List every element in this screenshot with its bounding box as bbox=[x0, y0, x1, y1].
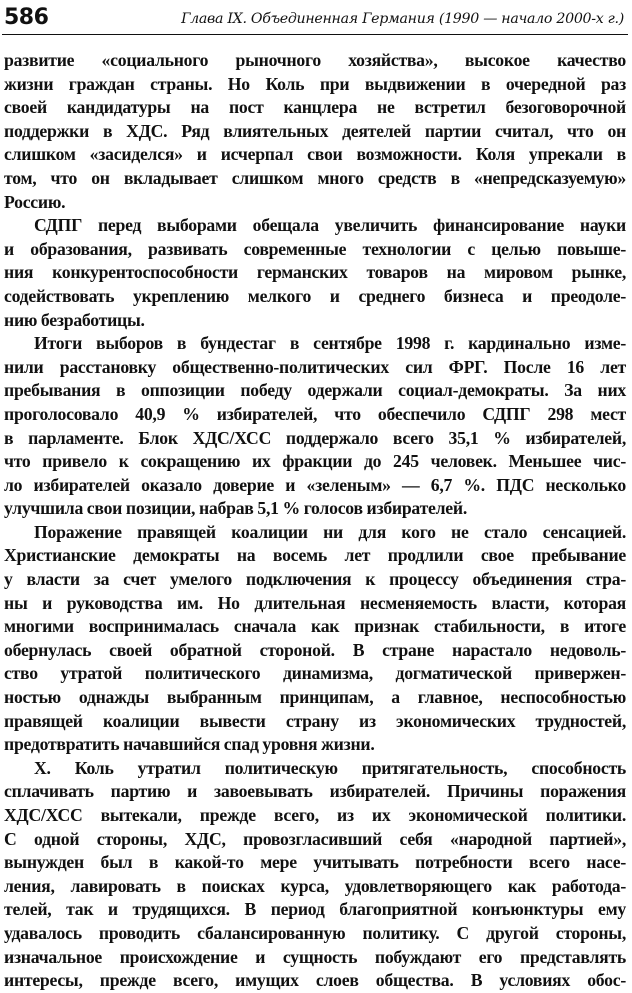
text-line: многими воспринималась сначала как признак стабильности, в итоге bbox=[4, 616, 626, 637]
text-line: изначальное происхождение и сущность побуждают его представлять bbox=[4, 946, 626, 967]
text-line: нили расстановку общественно-политических сил ФРГ. После 16 лет bbox=[4, 356, 626, 377]
page-number: 586 bbox=[4, 5, 49, 30]
text-line: СДПГ перед выборами обещала увеличить финансирование науки bbox=[34, 215, 626, 236]
text-line: жизни граждан страны. Но Коль при выдвижении в очередной раз bbox=[4, 73, 626, 94]
text-line: С одной стороны, ХДС, провозгласивший себя «народной партией», bbox=[4, 828, 626, 849]
text-line: у власти за счет умелого подключения к процессу объединения стра- bbox=[4, 569, 626, 590]
running-head: Глава IX. Объединенная Германия (1990 — начало 2000-х г.) bbox=[181, 11, 624, 27]
text-line: развитие «социального рыночного хозяйства», высокое качество bbox=[4, 50, 626, 70]
paragraph bbox=[4, 332, 626, 521]
text-line: ны и руководства им. Но длительная несменяемость власти, которая bbox=[4, 592, 626, 613]
text-line: обернулась своей обратной стороной. В стране нарастало недоволь- bbox=[4, 639, 626, 660]
body-text bbox=[4, 49, 626, 993]
text-line: ния конкурентоспособности германских товаров на мировом рынке, bbox=[4, 262, 626, 283]
text-line: пребывания в оппозиции победу одержали социал-демократы. За них bbox=[4, 380, 626, 401]
text-line: Россию. bbox=[4, 191, 66, 212]
text-line: улучшила свои позиции, набрав 5,1 % голосов избирателей. bbox=[4, 498, 467, 519]
text-line: что привело к сокращению их фракции до 245 человек. Меньшее чис- bbox=[4, 451, 626, 472]
text-line: своей кандидатуры на пост канцлера не встретил безоговорочной bbox=[4, 97, 626, 118]
text-line: содействовать укреплению мелкого и среднего бизнеса и преодоле- bbox=[4, 285, 626, 306]
text-line: ления, лавировать в поисках курса, удовлетворяющего как работода- bbox=[4, 875, 626, 896]
text-line: предотвратить начавшийся спад уровня жизни. bbox=[4, 734, 375, 755]
paragraph bbox=[4, 757, 626, 993]
text-line: ностью однажды выбранным принципам, а главное, неспособностью bbox=[4, 687, 626, 708]
text-line: правящей коалиции вывести страну из экономических трудностей, bbox=[4, 710, 626, 731]
text-line: сплачивать партию и завоевывать избирателей. Причины поражения bbox=[4, 781, 626, 802]
paragraph bbox=[4, 49, 626, 214]
text-line: Х. Коль утратил политическую притягательность, способность bbox=[34, 757, 626, 778]
paragraph bbox=[4, 521, 626, 757]
text-line: вынужден был в какой-то мере учитывать потребности всего насе- bbox=[4, 852, 626, 873]
text-line: ство утратой политического динамизма, догматической привержен- bbox=[4, 663, 626, 684]
paragraph bbox=[4, 214, 626, 332]
text-line: и образования, развивать современные технологии с целью повыше- bbox=[4, 238, 626, 259]
page-header bbox=[2, 4, 628, 35]
text-line: Поражение правящей коалиции ни для кого не стало сенсацией. bbox=[34, 521, 626, 542]
text-line: нию безработицы. bbox=[4, 309, 145, 330]
text-line: ло избирателей оказало доверие и «зеленым» — 6,7 %. ПДС несколько bbox=[4, 474, 626, 495]
text-line: проголосовало 40,9 % избирателей, что обеспечило СДПГ 298 мест bbox=[4, 403, 626, 424]
text-line: том, что он вкладывает слишком много средств в «непредсказуемую» bbox=[4, 167, 626, 188]
text-line: телей, так и трудящихся. В период благоприятной конъюнктуры ему bbox=[4, 899, 626, 920]
text-line: поддержки в ХДС. Ряд влиятельных деятелей партии считал, что он bbox=[4, 120, 626, 141]
text-line: слишком «засиделся» и исчерпал свои возможности. Коля упрекали в bbox=[4, 144, 626, 165]
text-line: в парламенте. Блок ХДС/ХСС поддержало всего 35,1 % избирателей, bbox=[4, 427, 626, 448]
text-line: ХДС/ХСС вытекали, прежде всего, из их экономической политики. bbox=[4, 805, 626, 825]
text-line: Христианские демократы на восемь лет продлили свое пребывание bbox=[4, 545, 626, 566]
text-line: Итоги выборов в бундестаг в сентябре 1998 г. кардинально изме- bbox=[34, 333, 626, 354]
text-line: интересы, прежде всего, имущих слоев общества. В условиях обос- bbox=[4, 970, 626, 991]
text-line: удавалось проводить сбалансированную политику. С другой стороны, bbox=[4, 922, 626, 943]
